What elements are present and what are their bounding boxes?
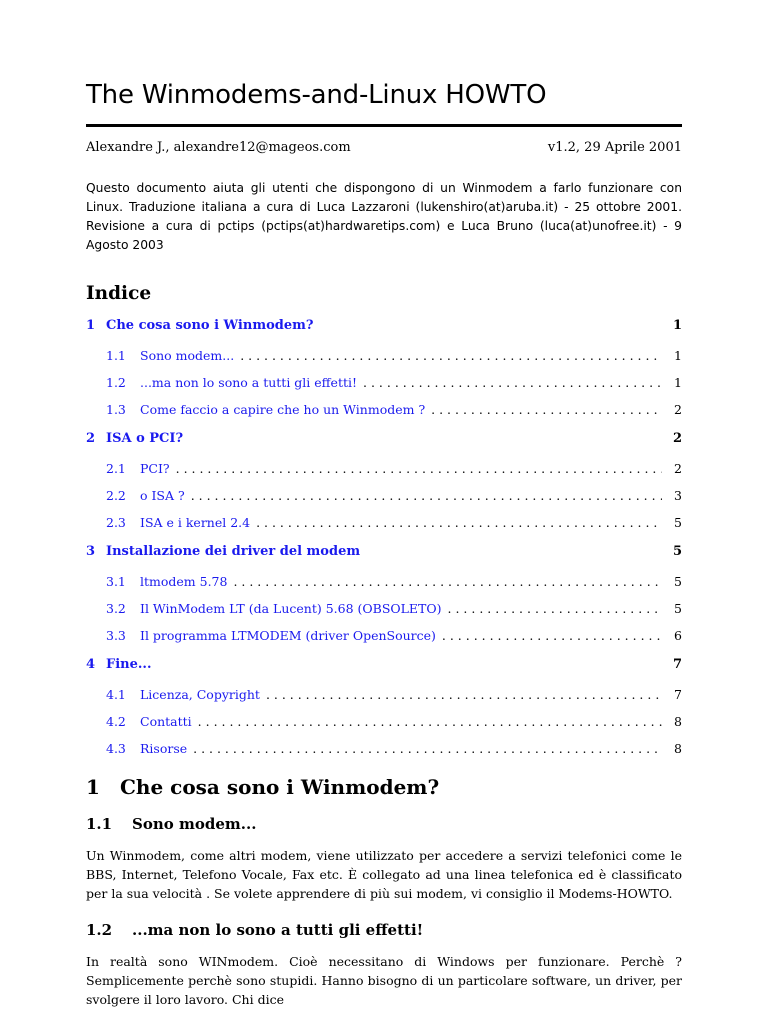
toc-leader-dots: [191, 488, 662, 503]
toc-entry-2-2[interactable]: [86, 488, 682, 506]
section-title: Che cosa sono i Winmodem?: [120, 775, 440, 799]
toc-entry-link[interactable]: Sono modem...: [140, 348, 235, 363]
toc-heading: Indice: [86, 283, 152, 304]
paragraph-1-1: Un Winmodem, come altri modem, viene utilizzato per accedere a servizi telefonici come le BBS, Internet, Telefono Vocale, Fax etc. È collegato ad una linea telefonica ed è classificato per la sua velocità . Se volete apprendere di più sui modem, vi consiglio il Modems-HOWTO.: [86, 848, 682, 901]
toc-page-number: 5: [674, 515, 682, 530]
toc-leader-dots: [442, 628, 662, 643]
toc-entry-2-1[interactable]: [86, 461, 682, 479]
toc-entry-link[interactable]: ...ma non lo sono a tutti gli effetti!: [140, 375, 358, 390]
toc-page-number: 7: [672, 657, 682, 672]
toc-leader-dots: [256, 515, 662, 530]
toc-entry-number: 3.3: [106, 628, 126, 643]
toc-entry-4-1[interactable]: [86, 687, 682, 705]
subsection-title: ...ma non lo sono a tutti gli effetti!: [132, 921, 424, 939]
toc-section-number: 3: [86, 544, 96, 559]
toc-page-number: 7: [674, 687, 682, 702]
toc-page-number: 1: [674, 348, 682, 363]
toc-entry-number: 1.1: [106, 348, 126, 363]
version-line: v1.2, 29 Aprile 2001: [547, 140, 682, 155]
toc-page-number: 1: [672, 318, 682, 333]
toc-entry-1-1[interactable]: [86, 348, 682, 366]
section-heading: [86, 775, 439, 799]
toc-page-number: 6: [674, 628, 682, 643]
toc-entry-link[interactable]: Licenza, Copyright: [140, 687, 260, 702]
toc-leader-dots: [363, 375, 662, 390]
toc-section-4[interactable]: [86, 657, 682, 675]
subsection-number: 1.2: [86, 921, 113, 939]
toc-entry-3-3[interactable]: [86, 628, 682, 646]
toc-leader-dots: [266, 687, 662, 702]
toc-entry-number: 4.3: [106, 741, 126, 756]
toc-section-number: 1: [86, 318, 96, 333]
paragraph-1-2: In realtà sono WINmodem. Cioè necessitano di Windows per funzionare. Perchè ? Semplicemente perchè sono stupidi. Hanno bisogno di un particolare software, un driver, per svolgere il loro lavoro. Chi dice: [86, 954, 682, 1007]
toc-entry-link[interactable]: o ISA ?: [140, 488, 185, 503]
toc-entry-link[interactable]: Il programma LTMODEM (driver OpenSource): [140, 628, 436, 643]
toc-leader-dots: [193, 741, 662, 756]
toc-section-link[interactable]: ISA o PCI?: [106, 431, 184, 446]
subsection-title: Sono modem...: [132, 815, 257, 833]
toc-section-link[interactable]: Fine...: [106, 657, 152, 672]
toc-section-2[interactable]: [86, 431, 682, 449]
toc-leader-dots: [176, 461, 662, 476]
toc-entry-number: 1.3: [106, 402, 126, 417]
subsection-number: 1.1: [86, 815, 113, 833]
toc-entry-number: 4.2: [106, 714, 126, 729]
toc-page-number: 8: [674, 714, 682, 729]
toc-page-number: 3: [674, 488, 682, 503]
toc-leader-dots: [448, 601, 662, 616]
toc-leader-dots: [233, 574, 662, 589]
toc-page-number: 2: [672, 431, 682, 446]
toc-entry-4-2[interactable]: [86, 714, 682, 732]
subsection-heading-1-2: [86, 921, 423, 939]
toc-entry-link[interactable]: Il WinModem LT (da Lucent) 5.68 (OBSOLETO): [140, 601, 442, 616]
toc-entry-2-3[interactable]: [86, 515, 682, 533]
author-line: Alexandre J., alexandre12@mageos.com: [86, 140, 351, 155]
toc-entry-link[interactable]: Come faccio a capire che ho un Winmodem ?: [140, 402, 426, 417]
abstract: Questo documento aiuta gli utenti che dispongono di un Winmodem a farlo funzionare con Linux. Traduzione italiana a cura di Luca Lazzaroni (lukenshiro(at)aruba.it) - 25 ottobre 2001. Revisione a cura di pctips (pctips(at)hardwaretips.com) e Luca Bruno (luca(at)unofree.it) - 9 Agosto 2003: [86, 181, 682, 252]
toc-section-1[interactable]: [86, 318, 682, 336]
toc-entry-link[interactable]: PCI?: [140, 461, 170, 476]
toc-section-number: 2: [86, 431, 96, 446]
toc-entry-link[interactable]: Contatti: [140, 714, 192, 729]
toc-leader-dots: [431, 402, 662, 417]
toc-section-link[interactable]: Che cosa sono i Winmodem?: [106, 318, 314, 333]
toc-entry-3-1[interactable]: [86, 574, 682, 592]
toc-entry-number: 2.1: [106, 461, 126, 476]
toc-section-link[interactable]: Installazione dei driver del modem: [106, 544, 361, 559]
toc-entry-number: 2.2: [106, 488, 126, 503]
toc-entry-4-3[interactable]: [86, 741, 682, 759]
toc-entry-number: 2.3: [106, 515, 126, 530]
toc-entry-1-2[interactable]: [86, 375, 682, 393]
section-number: 1: [86, 775, 100, 799]
toc-entry-3-2[interactable]: [86, 601, 682, 619]
document-title: The Winmodems-and-Linux HOWTO: [86, 80, 547, 110]
toc-entry-link[interactable]: ltmodem 5.78: [140, 574, 228, 589]
toc-page-number: 5: [674, 601, 682, 616]
subsection-heading-1-1: [86, 815, 256, 833]
toc-entry-1-3[interactable]: [86, 402, 682, 420]
toc-entry-link[interactable]: Risorse: [140, 741, 188, 756]
toc-entry-number: 1.2: [106, 375, 126, 390]
toc-leader-dots: [240, 348, 662, 363]
title-rule: [86, 124, 682, 127]
toc-page-number: 2: [674, 461, 682, 476]
toc-page-number: 5: [674, 574, 682, 589]
toc-entry-number: 4.1: [106, 687, 126, 702]
toc-page-number: 8: [674, 741, 682, 756]
toc-leader-dots: [198, 714, 662, 729]
toc-page-number: 2: [674, 402, 682, 417]
toc-section-number: 4: [86, 657, 96, 672]
toc-page-number: 5: [672, 544, 682, 559]
toc-entry-number: 3.2: [106, 601, 126, 616]
toc-entry-link[interactable]: ISA e i kernel 2.4: [140, 515, 251, 530]
toc-section-3[interactable]: [86, 544, 682, 562]
toc-page-number: 1: [674, 375, 682, 390]
toc-entry-number: 3.1: [106, 574, 126, 589]
